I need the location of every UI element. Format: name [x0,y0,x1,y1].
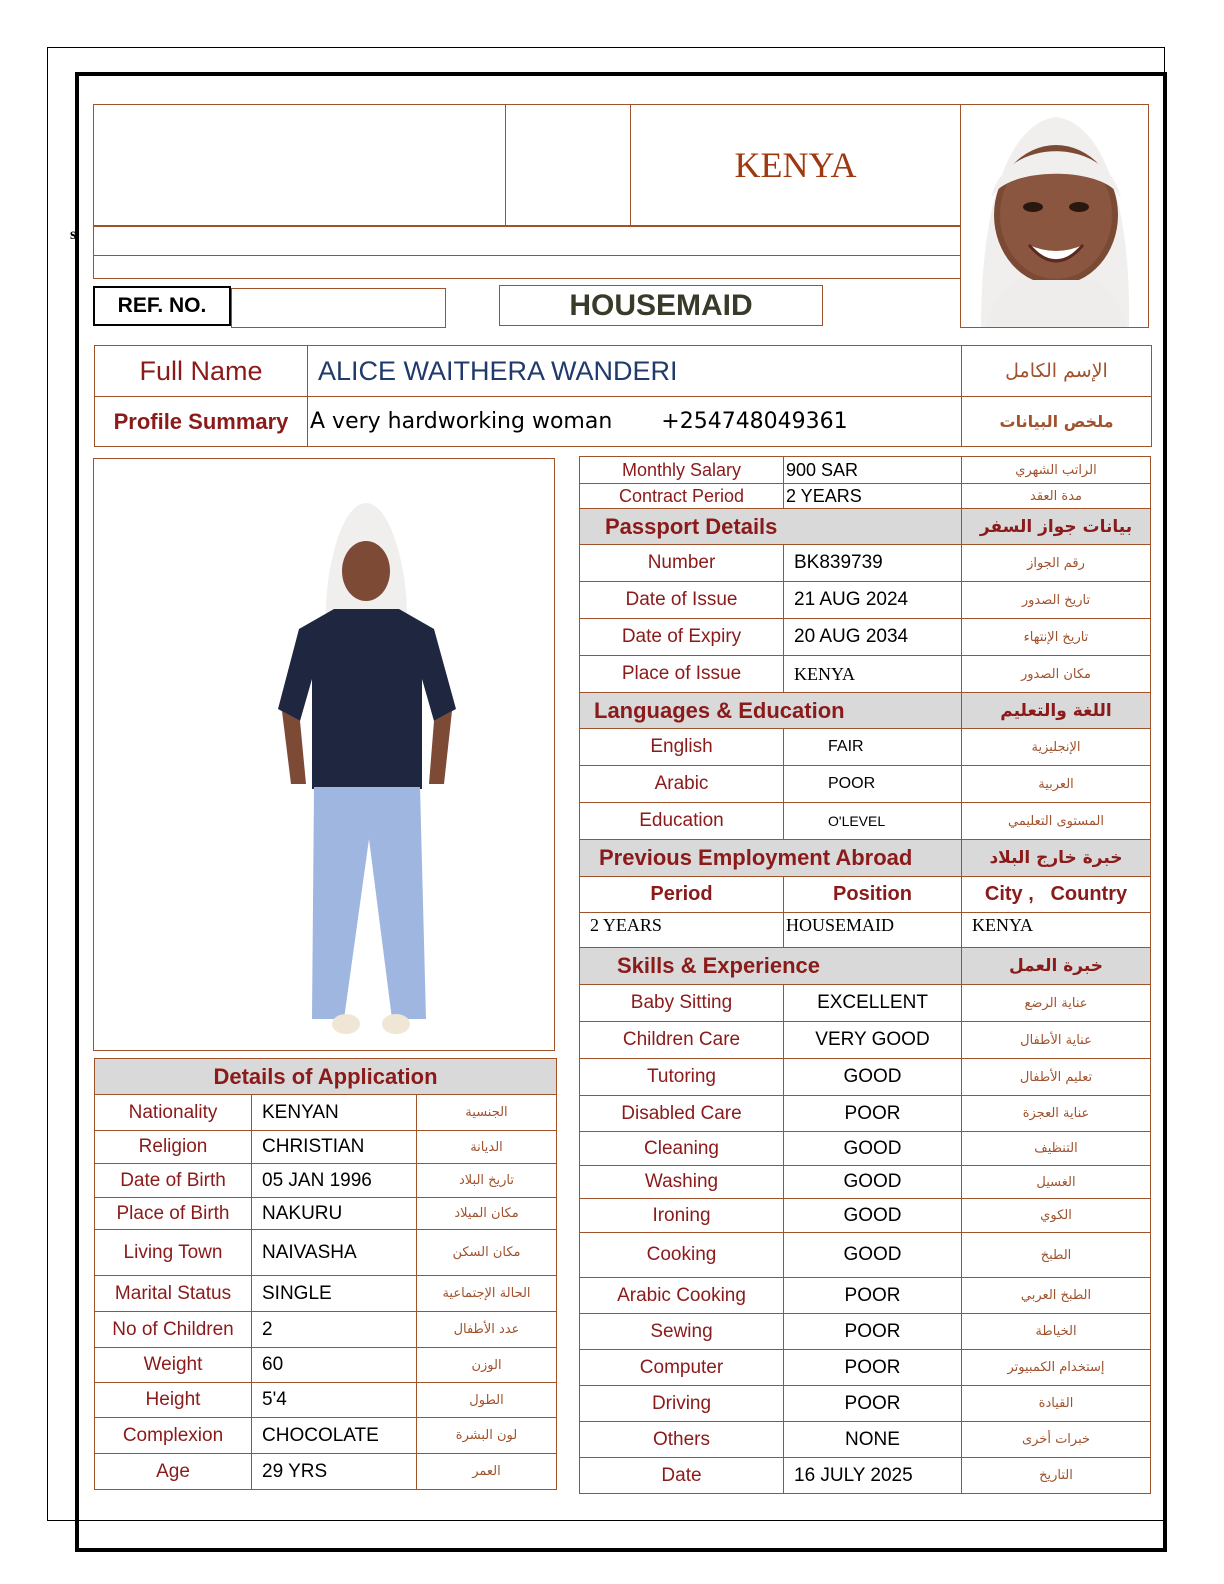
passport-issue-ar: تاريخ الصدور [962,582,1151,619]
skills-title: Skills & Experience [580,948,962,985]
profile-summary-cell [308,397,962,447]
date-ar: التاريخ [962,1458,1151,1494]
skill-value: VERY GOOD [784,1022,962,1059]
app-label: Nationality [95,1095,252,1131]
english-value: FAIR [784,729,962,766]
english-label: English [580,729,784,766]
country-box [630,104,961,226]
skill-ar: الغسيل [962,1166,1151,1199]
app-ar: العمر [417,1454,557,1490]
app-label: Weight [95,1348,252,1383]
app-label: Living Town [95,1230,252,1276]
skill-label: Children Care [580,1022,784,1059]
app-label: Age [95,1454,252,1490]
skills-title-ar: خبرة العمل [962,948,1151,985]
skill-value: POOR [784,1278,962,1314]
app-value: 60 [252,1348,417,1383]
app-label: Religion [95,1131,252,1164]
skill-value: POOR [784,1096,962,1132]
skill-label: Arabic Cooking [580,1278,784,1314]
skills-table [579,947,1151,1494]
app-value: KENYAN [252,1095,417,1131]
app-value: 2 [252,1312,417,1348]
skill-ar: التنظيف [962,1132,1151,1166]
skill-value: POOR [784,1386,962,1422]
previous-employment-title-ar: خبرة خارج البلاد [962,840,1151,877]
app-ar: الجنسية [417,1095,557,1131]
app-label: Height [95,1383,252,1418]
app-value: NAIVASHA [252,1230,417,1276]
app-value: 05 JAN 1996 [252,1164,417,1198]
header-strip-2 [93,255,961,279]
contract-value: 2 YEARS [784,484,962,509]
position-title: HOUSEMAID [569,288,753,322]
passport-expiry-ar: تاريخ الإنتهاء [962,619,1151,656]
skill-ar: الطبخ العربي [962,1278,1151,1314]
terms-table [579,456,1151,951]
arabic-value: POOR [784,766,962,803]
date-value: 16 JULY 2025 [784,1458,962,1494]
contract-ar: مدة العقد [962,484,1151,509]
languages-title-ar: اللغة والتعليم [962,693,1151,729]
passport-place-label: Place of Issue [580,656,784,693]
salary-value: 900 SAR [784,457,962,484]
app-ar: لون البشرة [417,1418,557,1454]
skill-ar: الكوي [962,1199,1151,1233]
app-ar: الحالة الإجتماعية [417,1276,557,1312]
skill-label: Driving [580,1386,784,1422]
header-blank-box-1 [93,104,506,226]
passport-place-ar: مكان الصدور [962,656,1151,693]
employment-period: 2 YEARS [580,913,784,951]
app-value: CHRISTIAN [252,1131,417,1164]
education-ar: المستوى التعليمي [962,803,1151,840]
passport-expiry-value: 20 AUG 2034 [784,619,962,656]
skill-value: GOOD [784,1132,962,1166]
passport-number-ar: رقم الجواز [962,545,1151,582]
arabic-ar: العربية [962,766,1151,803]
passport-number-label: Number [580,545,784,582]
skill-value: EXCELLENT [784,985,962,1022]
languages-title: Languages & Education [580,693,962,729]
skill-ar: عناية الرضع [962,985,1151,1022]
header-blank-box-2 [505,104,631,226]
skill-ar: عناية الأطفال [962,1022,1151,1059]
skill-label: Computer [580,1350,784,1386]
profile-summary-ar: ملخص البيانات [962,397,1152,447]
app-ar: الديانة [417,1131,557,1164]
skill-value: GOOD [784,1059,962,1096]
skill-label: Disabled Care [580,1096,784,1132]
employment-location: KENYA [962,913,1151,951]
education-label: Education [580,803,784,840]
skill-label: Washing [580,1166,784,1199]
skill-label: Sewing [580,1314,784,1350]
passport-issue-value: 21 AUG 2024 [784,582,962,619]
app-ar: الطول [417,1383,557,1418]
location-header: City , Country [962,877,1151,913]
ref-label: REF. NO. [117,294,207,317]
skill-label: Ironing [580,1199,784,1233]
employment-position: HOUSEMAID [784,913,962,951]
skill-ar: عناية العجزة [962,1096,1151,1132]
portrait-image [961,105,1148,327]
app-ar: الوزن [417,1348,557,1383]
skill-ar: الخياطة [962,1314,1151,1350]
passport-expiry-label: Date of Expiry [580,619,784,656]
passport-issue-label: Date of Issue [580,582,784,619]
profile-summary-text: A very hardworking woman [310,409,613,434]
skill-ar: خبرات أخرى [962,1422,1151,1458]
skill-ar: إستخدام الكمبيوتر [962,1350,1151,1386]
period-header: Period [580,877,784,913]
app-value: 29 YRS [252,1454,417,1490]
skill-ar: القيادة [962,1386,1151,1422]
date-label: Date [580,1458,784,1494]
position-box [499,285,823,326]
app-value: CHOCOLATE [252,1418,417,1454]
identity-table [94,345,1152,447]
app-ar: مكان الميلاد [417,1198,557,1230]
app-value: 5'4 [252,1383,417,1418]
app-value: NAKURU [252,1198,417,1230]
arabic-label: Arabic [580,766,784,803]
contract-label: Contract Period [580,484,784,509]
full-body-image [94,459,554,1050]
passport-title-ar: بيانات جواز السفر [962,509,1151,545]
skill-value: NONE [784,1422,962,1458]
full-body-photo [93,458,555,1051]
skill-label: Tutoring [580,1059,784,1096]
app-label: Complexion [95,1418,252,1454]
country-title: KENYA [734,145,857,185]
ref-label-box [93,286,231,326]
skill-label: Others [580,1422,784,1458]
skill-ar: الطبخ [962,1233,1151,1278]
app-ar: تاريخ البلاد [417,1164,557,1198]
skill-label: Cleaning [580,1132,784,1166]
skill-ar: تعليم الأطفال [962,1059,1151,1096]
skill-value: POOR [784,1314,962,1350]
app-ar: عدد الأطفال [417,1312,557,1348]
passport-title: Passport Details [580,509,962,545]
passport-place-value: KENYA [784,656,962,693]
skill-value: GOOD [784,1166,962,1199]
education-value: O'LEVEL [784,803,962,840]
profile-summary-label: Profile Summary [95,397,308,447]
app-label: No of Children [95,1312,252,1348]
app-label: Date of Birth [95,1164,252,1198]
app-label: Marital Status [95,1276,252,1312]
header-strip-1 [93,226,961,256]
ref-value-box [231,288,446,328]
app-label: Place of Birth [95,1198,252,1230]
salary-label: Monthly Salary [580,457,784,484]
full-name-value: ALICE WAITHERA WANDERI [308,346,962,397]
salary-ar: الراتب الشهري [962,457,1151,484]
full-name-label: Full Name [95,346,308,397]
phone-number: +254748049361 [661,409,848,434]
application-title: Details of Application [95,1059,557,1095]
position-header: Position [784,877,962,913]
previous-employment-title: Previous Employment Abroad [580,840,962,877]
skill-value: GOOD [784,1199,962,1233]
application-table [94,1058,557,1490]
skill-value: GOOD [784,1233,962,1278]
margin-mark: s [70,226,77,243]
app-value: SINGLE [252,1276,417,1312]
full-name-ar: الإسم الكامل [962,346,1152,397]
english-ar: الإنجليزية [962,729,1151,766]
skill-label: Baby Sitting [580,985,784,1022]
skill-value: POOR [784,1350,962,1386]
app-ar: مكان السكن [417,1230,557,1276]
skill-label: Cooking [580,1233,784,1278]
passport-number-value: BK839739 [784,545,962,582]
portrait-photo [960,104,1149,328]
